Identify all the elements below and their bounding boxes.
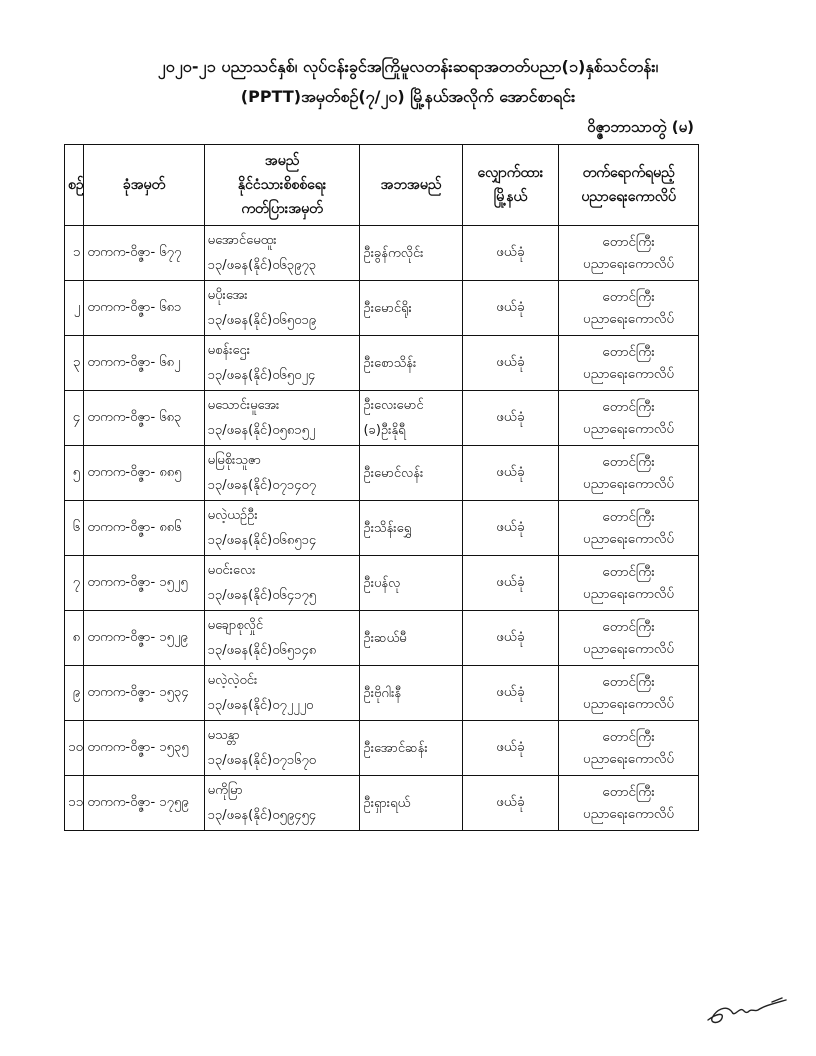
- column-header-father: အဘအမည်: [360, 145, 462, 226]
- cell-township: ဖယ်ခုံ: [462, 776, 559, 831]
- cell-college: တောင်ကြီး ပညာရေးကောလိပ်: [559, 446, 699, 501]
- cell-township: ဖယ်ခုံ: [462, 391, 559, 446]
- cell-name: မပိုးအေး ၁၃/ဖခန(နိုင်)၀၆၅၀၁၉: [204, 281, 360, 336]
- cell-father: ဦးစောသိန်း: [360, 336, 462, 391]
- document-title-line1: ၂၀၂၀-၂၁ ပညာသင်နှစ်၊ လုပ်ငန်းခွင်အကြိုမူလတန်းဆရာအတတ်ပညာ(၁)နှစ်သင်တန်း၊: [157, 57, 659, 76]
- cell-father: ဦးမောင်ရိုး: [360, 281, 462, 336]
- cell-no: ၃: [65, 336, 84, 391]
- table-header-row: [65, 145, 699, 226]
- cell-college: တောင်ကြီး ပညာရေးကောလိပ်: [559, 281, 699, 336]
- cell-father: ဦးအောင်ဆန်း: [360, 721, 462, 776]
- cell-roll: တကက-ဝိဇ္ဇာ- ၆၇၇: [84, 226, 204, 281]
- cell-father: ဦးမောင်လန်း: [360, 446, 462, 501]
- cell-roll: တကက-ဝိဇ္ဇာ- ၁၅၂၉: [84, 611, 204, 666]
- cell-roll: တကက-ဝိဇ္ဇာ- ၆၈၁: [84, 281, 204, 336]
- cell-father: ဦးရှားရယ်: [360, 776, 462, 831]
- cell-roll: တကက-ဝိဇ္ဇာ- ၁၇၅၉: [84, 776, 204, 831]
- cell-name: မလဲ့ယဉ်ဦး ၁၃/ဖခန(နိုင်)၀၆၈၅၁၄: [204, 501, 360, 556]
- cell-township: ဖယ်ခုံ: [462, 336, 559, 391]
- cell-roll: တကက-ဝိဇ္ဇာ- ၈၈၆: [84, 501, 204, 556]
- cell-college: တောင်ကြီး ပညာရေးကောလိပ်: [559, 721, 699, 776]
- cell-college: တောင်ကြီး ပညာရေးကောလိပ်: [559, 776, 699, 831]
- cell-college: တောင်ကြီး ပညာရေးကောလိပ်: [559, 611, 699, 666]
- document-title-line2: (PPTT)အမှတ်စဉ်(၇/၂၀) မြို့နယ်အလိုက် အောင်စာရင်း: [240, 87, 576, 106]
- table-row: [65, 776, 699, 831]
- cell-father: ဦးဗိုဂါးနီ: [360, 666, 462, 721]
- cell-no: ၄: [65, 391, 84, 446]
- table-row: [65, 611, 699, 666]
- cell-township: ဖယ်ခုံ: [462, 226, 559, 281]
- signature-mark: [702, 990, 792, 1030]
- subject-group-label: ဝိဇ္ဇာဘာသာတွဲ (မ): [587, 118, 694, 136]
- cell-no: ၁၀: [65, 721, 84, 776]
- column-header-no: စဉ်: [65, 145, 84, 226]
- cell-no: ၅: [65, 446, 84, 501]
- cell-father: ဦးဆယ်မီ: [360, 611, 462, 666]
- column-header-township: လျှောက်ထား မြို့နယ်: [462, 145, 559, 226]
- cell-township: ဖယ်ခုံ: [462, 446, 559, 501]
- cell-township: ဖယ်ခုံ: [462, 611, 559, 666]
- cell-roll: တကက-ဝိဇ္ဇာ- ၁၅၃၅: [84, 721, 204, 776]
- cell-no: ၈: [65, 611, 84, 666]
- table-row: [65, 721, 699, 776]
- cell-name: မသောင်းမူအေး ၁၃/ဖခန(နိုင်)၀၅၈၁၅၂: [204, 391, 360, 446]
- table-row: [65, 281, 699, 336]
- cell-name: မစန်းဌေး ၁၃/ဖခန(နိုင်)၀၆၅၀၂၄: [204, 336, 360, 391]
- cell-father: ဦးပန်လု: [360, 556, 462, 611]
- cell-father: ဦးခွန်ကလိုင်း: [360, 226, 462, 281]
- cell-name: မချောစုလှိုင် ၁၃/ဖခန(နိုင်)၀၆၅၁၄၈: [204, 611, 360, 666]
- cell-no: ၇: [65, 556, 84, 611]
- cell-no: ၉: [65, 666, 84, 721]
- cell-roll: တကက-ဝိဇ္ဇာ- ၆၈၃: [84, 391, 204, 446]
- cell-college: တောင်ကြီး ပညာရေးကောလိပ်: [559, 336, 699, 391]
- cell-no: ၆: [65, 501, 84, 556]
- cell-name: မလဲ့လဲ့ဝင်း ၁၃/ဖခန(နိုင်)၀၇၂၂၂၀: [204, 666, 360, 721]
- cell-roll: တကက-ဝိဇ္ဇာ- ၁၅၃၄: [84, 666, 204, 721]
- cell-township: ဖယ်ခုံ: [462, 556, 559, 611]
- cell-father: ဦးသိန်းရွှေ: [360, 501, 462, 556]
- column-header-name: အမည် နိုင်ငံသားစိစစ်ရေး ကတ်ပြားအမှတ်: [204, 145, 360, 226]
- cell-college: တောင်ကြီး ပညာရေးကောလိပ်: [559, 666, 699, 721]
- column-header-college: တက်ရောက်ရမည့် ပညာရေးကောလိပ်: [559, 145, 699, 226]
- table-row: [65, 556, 699, 611]
- table-row: [65, 391, 699, 446]
- table-row: [65, 446, 699, 501]
- cell-township: ဖယ်ခုံ: [462, 666, 559, 721]
- cell-college: တောင်ကြီး ပညာရေးကောလိပ်: [559, 226, 699, 281]
- cell-township: ဖယ်ခုံ: [462, 281, 559, 336]
- cell-no: ၂: [65, 281, 84, 336]
- cell-name: မဝင်းလေး ၁၃/ဖခန(နိုင်)၀၆၄၁၇၅: [204, 556, 360, 611]
- table-row: [65, 226, 699, 281]
- cell-no: ၁၁: [65, 776, 84, 831]
- results-table: [64, 144, 699, 831]
- table-row: [65, 336, 699, 391]
- table-row: [65, 666, 699, 721]
- column-header-roll: ခုံအမှတ်: [84, 145, 204, 226]
- cell-roll: တကက-ဝိဇ္ဇာ- ၈၈၅: [84, 446, 204, 501]
- cell-name: မကိုမြာ ၁၃/ဖခန(နိုင်)၀၅၉၄၅၄: [204, 776, 360, 831]
- cell-name: မသန္တာ ၁၃/ဖခန(နိုင်)၀၇၁၆၇၀: [204, 721, 360, 776]
- cell-name: မအောင်မေထူး ၁၃/ဖခန(နိုင်)၀၆၃၉၇၃: [204, 226, 360, 281]
- cell-name: မမြစိုးသူဇာ ၁၃/ဖခန(နိုင်)၀၇၁၄၀၇: [204, 446, 360, 501]
- cell-father: ဦးလေးမောင် (ခ)ဦးနိုရီ: [360, 391, 462, 446]
- cell-college: တောင်ကြီး ပညာရေးကောလိပ်: [559, 501, 699, 556]
- cell-roll: တကက-ဝိဇ္ဇာ- ၁၅၂၅: [84, 556, 204, 611]
- cell-township: ဖယ်ခုံ: [462, 721, 559, 776]
- cell-college: တောင်ကြီး ပညာရေးကောလိပ်: [559, 391, 699, 446]
- table-row: [65, 501, 699, 556]
- cell-no: ၁: [65, 226, 84, 281]
- cell-roll: တကက-ဝိဇ္ဇာ- ၆၈၂: [84, 336, 204, 391]
- cell-college: တောင်ကြီး ပညာရေးကောလိပ်: [559, 556, 699, 611]
- cell-township: ဖယ်ခုံ: [462, 501, 559, 556]
